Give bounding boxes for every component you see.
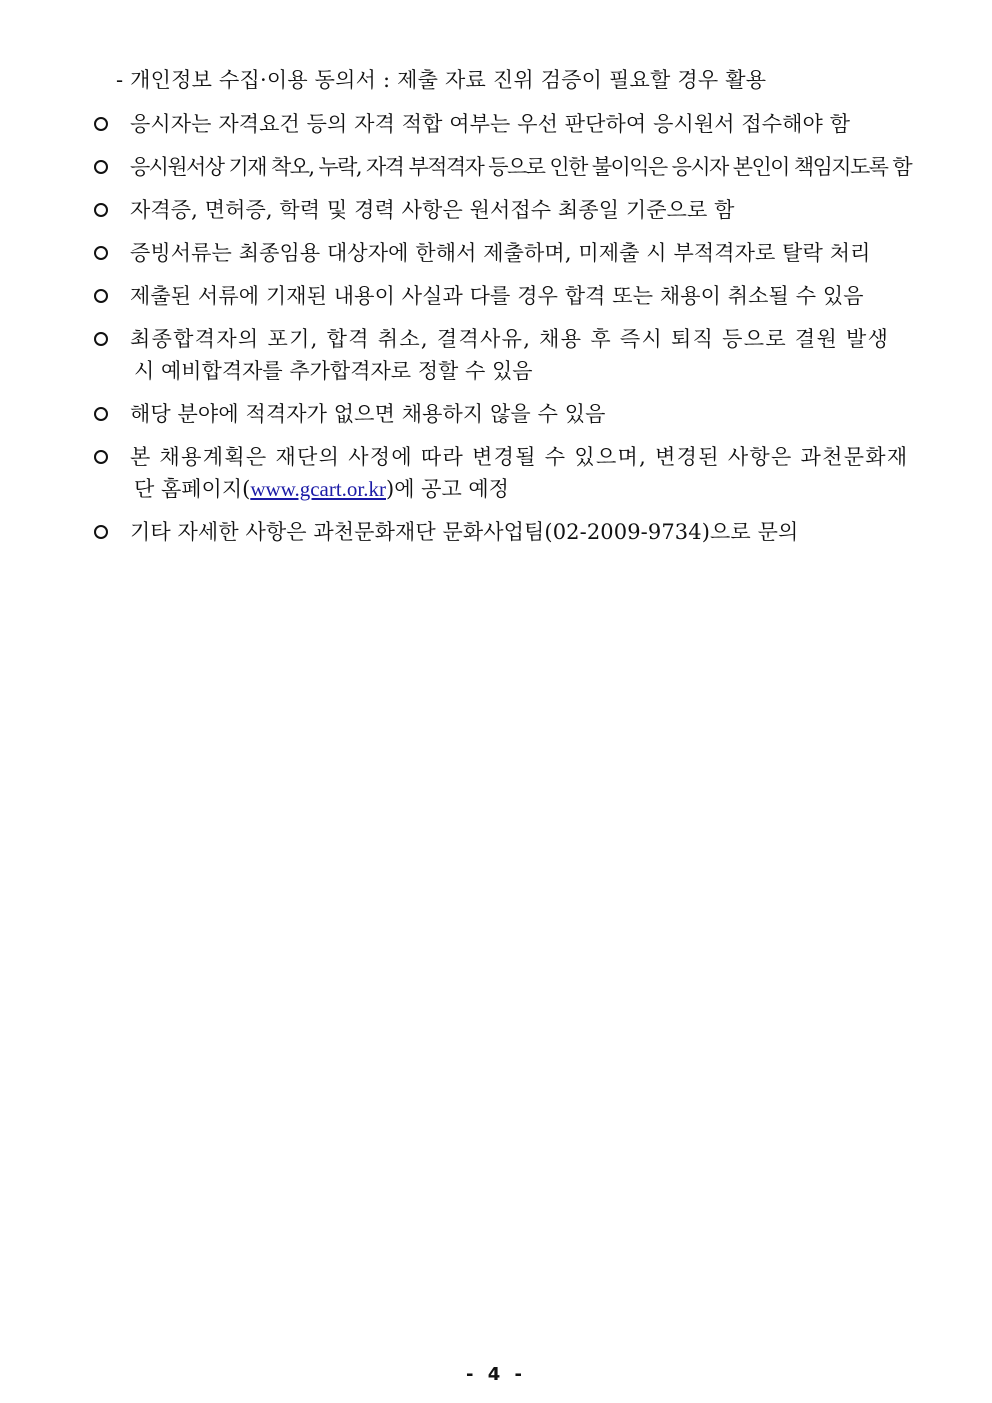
- circle-bullet-icon: [94, 203, 108, 217]
- list-item-text: 기타 자세한 사항은 과천문화재단 문화사업팀(02-2009-9734)으로 문의: [130, 520, 799, 544]
- list-item: [94, 237, 920, 269]
- circle-bullet-icon: [94, 407, 108, 421]
- list-item-text: 최종합격자의 포기, 합격 취소, 결격사유, 채용 후 즉시 퇴직 등으로 결원 발생: [130, 327, 890, 351]
- list-item: [94, 516, 920, 548]
- list-item-text: 본 채용계획은 재단의 사정에 따라 변경될 수 있으며, 변경된 사항은 과천문화재: [130, 445, 909, 469]
- list-item: [94, 441, 920, 505]
- list-item-text: 해당 분야에 적격자가 없으면 채용하지 않을 수 있음: [130, 402, 606, 426]
- homepage-suffix: )에 공고 예정: [386, 477, 509, 501]
- notice-list: [94, 108, 920, 559]
- circle-bullet-icon: [94, 525, 108, 539]
- list-item: [94, 323, 920, 387]
- circle-bullet-icon: [94, 450, 108, 464]
- list-item-text: 자격증, 면허증, 학력 및 경력 사항은 원서접수 최종일 기준으로 함: [130, 198, 735, 222]
- list-item: [94, 398, 920, 430]
- list-item-text: 응시자는 자격요건 등의 자격 적합 여부는 우선 판단하여 응시원서 접수해야 함: [130, 112, 851, 136]
- circle-bullet-icon: [94, 289, 108, 303]
- list-item-continuation: 시 예비합격자를 추가합격자로 정할 수 있음: [134, 359, 533, 383]
- list-item: [94, 280, 920, 312]
- homepage-prefix: 단 홈페이지(: [134, 477, 251, 501]
- circle-bullet-icon: [94, 117, 108, 131]
- circle-bullet-icon: [94, 246, 108, 260]
- circle-bullet-icon: [94, 160, 108, 174]
- list-item-text: 제출된 서류에 기재된 내용이 사실과 다를 경우 합격 또는 채용이 취소될 수 있음: [130, 284, 864, 308]
- consent-form-sub-item: - 개인정보 수집·이용 동의서 : 제출 자료 진위 검증이 필요할 경우 활용: [116, 68, 767, 92]
- list-item: [94, 108, 920, 140]
- list-item: [94, 194, 920, 226]
- list-item-text: 증빙서류는 최종임용 대상자에 한해서 제출하며, 미제출 시 부적격자로 탈락 처리: [130, 241, 871, 265]
- list-item: [94, 151, 920, 183]
- list-item-text: 응시원서상 기재 착오, 누락, 자격 부적격자 등으로 인한 불이익은 응시자 본인이 책임지도록 함: [130, 155, 912, 179]
- circle-bullet-icon: [94, 332, 108, 346]
- list-item-continuation: [130, 473, 920, 505]
- homepage-link[interactable]: www.gcart.or.kr: [250, 477, 386, 501]
- page-number: - 4 -: [466, 1364, 526, 1385]
